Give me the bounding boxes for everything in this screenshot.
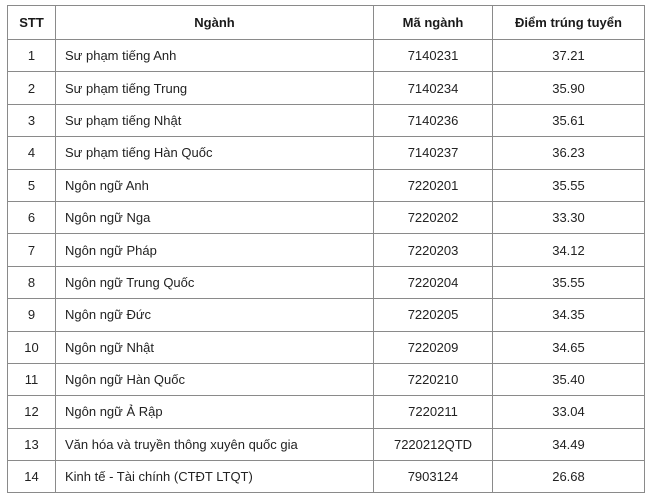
table-row <box>8 137 645 169</box>
table-row <box>8 104 645 136</box>
row-stt: 1 <box>8 40 56 72</box>
row-stt: 7 <box>8 234 56 266</box>
row-stt: 4 <box>8 137 56 169</box>
table-row <box>8 40 645 72</box>
table-row <box>8 396 645 428</box>
header-major-name: Ngành <box>56 6 374 40</box>
row-major-code: 7220202 <box>374 201 493 233</box>
row-major-name: Ngôn ngữ Nhật <box>56 331 374 363</box>
row-major-name: Ngôn ngữ Hàn Quốc <box>56 363 374 395</box>
row-stt: 8 <box>8 266 56 298</box>
row-admission-score: 36.23 <box>493 137 645 169</box>
table-row <box>8 461 645 493</box>
row-major-code: 7140237 <box>374 137 493 169</box>
header-stt: STT <box>8 6 56 40</box>
admission-scores-table <box>7 5 645 493</box>
header-row <box>8 6 645 40</box>
row-major-name: Văn hóa và truyền thông xuyên quốc gia <box>56 428 374 460</box>
row-admission-score: 34.35 <box>493 299 645 331</box>
row-major-name: Ngôn ngữ Đức <box>56 299 374 331</box>
row-major-code: 7220211 <box>374 396 493 428</box>
admission-scores-table-container <box>7 5 645 493</box>
row-stt: 12 <box>8 396 56 428</box>
row-major-name: Kinh tế - Tài chính (CTĐT LTQT) <box>56 461 374 493</box>
table-row <box>8 428 645 460</box>
header-major-code: Mã ngành <box>374 6 493 40</box>
row-admission-score: 35.90 <box>493 72 645 104</box>
row-major-code: 7220209 <box>374 331 493 363</box>
table-body <box>8 40 645 493</box>
table-row <box>8 266 645 298</box>
row-major-name: Sư phạm tiếng Hàn Quốc <box>56 137 374 169</box>
table-row <box>8 363 645 395</box>
row-admission-score: 33.04 <box>493 396 645 428</box>
row-admission-score: 34.12 <box>493 234 645 266</box>
table-row <box>8 331 645 363</box>
row-admission-score: 35.61 <box>493 104 645 136</box>
row-major-code: 7220205 <box>374 299 493 331</box>
row-stt: 2 <box>8 72 56 104</box>
row-major-name: Ngôn ngữ Pháp <box>56 234 374 266</box>
row-major-code: 7220204 <box>374 266 493 298</box>
row-stt: 9 <box>8 299 56 331</box>
row-major-code: 7140231 <box>374 40 493 72</box>
row-major-name: Ngôn ngữ Anh <box>56 169 374 201</box>
row-major-code: 7220212QTD <box>374 428 493 460</box>
row-major-name: Ngôn ngữ Nga <box>56 201 374 233</box>
table-header <box>8 6 645 40</box>
row-admission-score: 26.68 <box>493 461 645 493</box>
row-admission-score: 37.21 <box>493 40 645 72</box>
row-admission-score: 35.55 <box>493 266 645 298</box>
row-stt: 14 <box>8 461 56 493</box>
row-major-code: 7140236 <box>374 104 493 136</box>
row-admission-score: 35.40 <box>493 363 645 395</box>
row-stt: 6 <box>8 201 56 233</box>
row-major-code: 7903124 <box>374 461 493 493</box>
table-row <box>8 72 645 104</box>
row-stt: 13 <box>8 428 56 460</box>
row-major-code: 7220201 <box>374 169 493 201</box>
header-admission-score: Điểm trúng tuyển <box>493 6 645 40</box>
row-major-code: 7140234 <box>374 72 493 104</box>
row-admission-score: 33.30 <box>493 201 645 233</box>
row-admission-score: 34.49 <box>493 428 645 460</box>
row-stt: 10 <box>8 331 56 363</box>
row-major-code: 7220210 <box>374 363 493 395</box>
row-major-name: Sư phạm tiếng Trung <box>56 72 374 104</box>
row-admission-score: 34.65 <box>493 331 645 363</box>
table-row <box>8 299 645 331</box>
row-major-name: Sư phạm tiếng Nhật <box>56 104 374 136</box>
table-row <box>8 169 645 201</box>
row-stt: 3 <box>8 104 56 136</box>
row-major-name: Ngôn ngữ Trung Quốc <box>56 266 374 298</box>
row-stt: 11 <box>8 363 56 395</box>
row-major-name: Sư phạm tiếng Anh <box>56 40 374 72</box>
row-admission-score: 35.55 <box>493 169 645 201</box>
table-row <box>8 201 645 233</box>
table-row <box>8 234 645 266</box>
row-stt: 5 <box>8 169 56 201</box>
row-major-code: 7220203 <box>374 234 493 266</box>
row-major-name: Ngôn ngữ Ả Rập <box>56 396 374 428</box>
